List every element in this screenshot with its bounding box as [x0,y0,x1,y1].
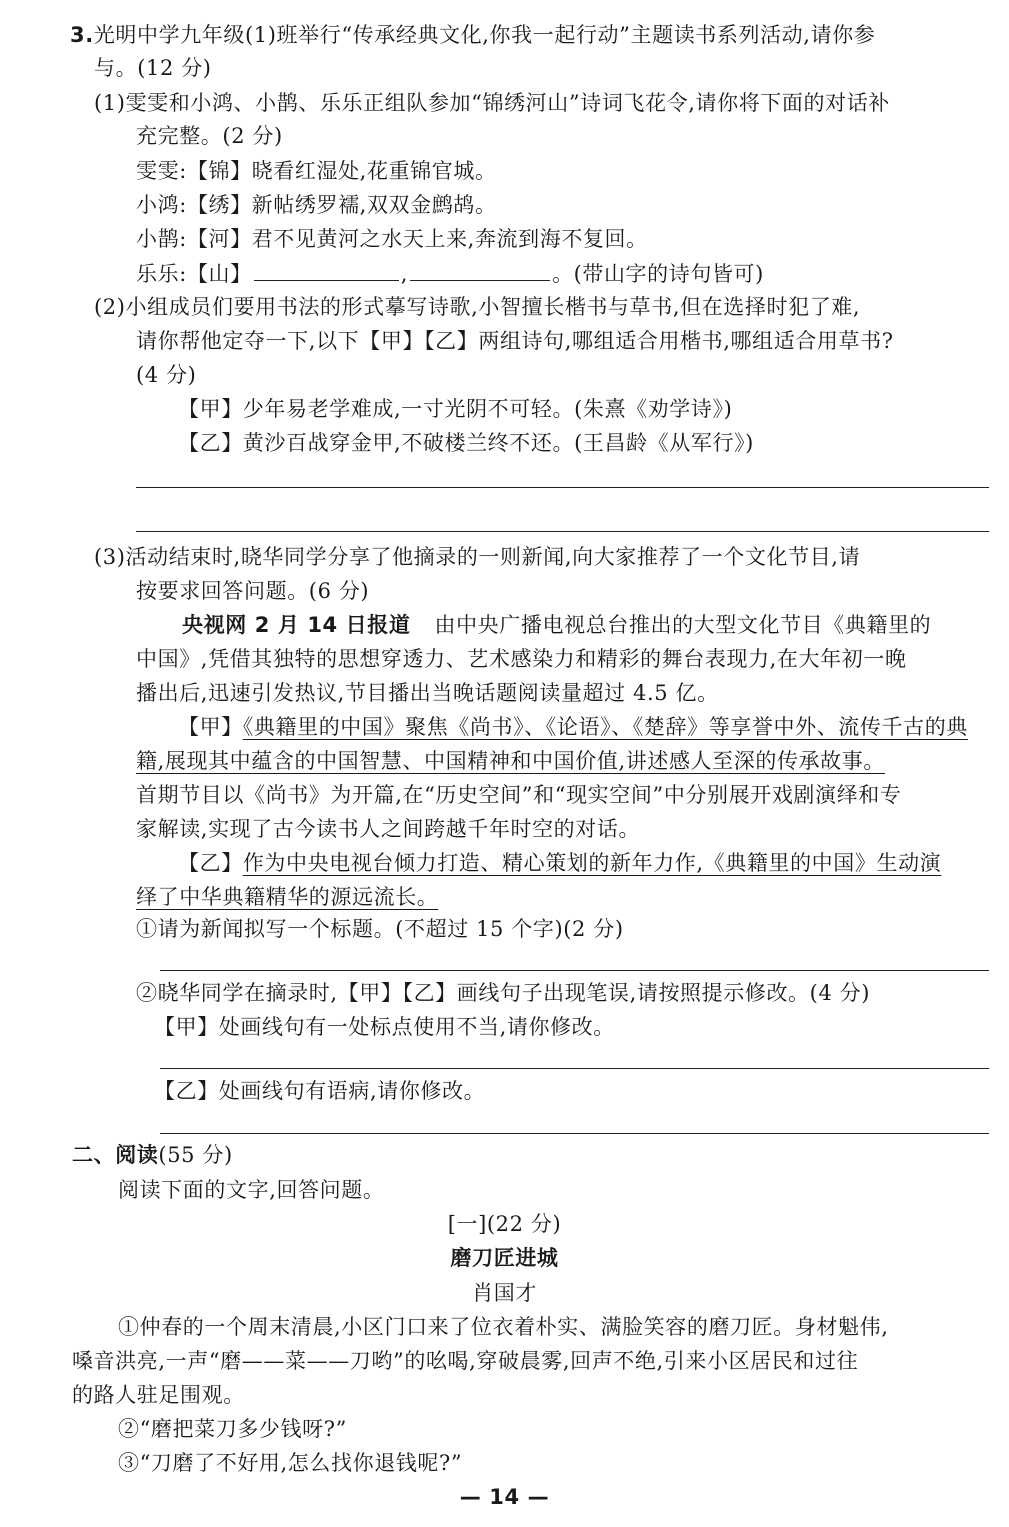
question-3-intro-line1 [70,20,875,50]
jia-underlined-1: 《典籍里的中国》聚焦《尚书》、《论语》、《楚辞》等享誉中外、流传千古的典 [242,715,968,739]
jia-tag: 【甲】 [178,715,243,739]
news-dateline: 央视网 2 月 14 日报道 [182,613,411,637]
part3-stem-line2: 按要求回答问题。(6 分) [136,579,370,603]
section-2-score: (55 分) [158,1143,233,1167]
part3-stem-line1: (3)活动结束时,晓华同学分享了他摘录的一则新闻,向大家推荐了一个文化节目,请 [94,545,861,569]
part1-stem-line1: (1)雯雯和小鸿、小鹊、乐乐正组队参加“锦绣河山”诗词飞花令,请你将下面的对话补 [94,91,890,115]
answer-line-sub2-jia[interactable] [160,1068,989,1069]
poem-yi: 【乙】黄沙百战穿金甲,不破楼兰终不还。(王昌龄《从军行》) [178,431,754,455]
news-line3: 播出后,迅速引发热议,节目播出当晚话题阅读量超过 4.5 亿。 [136,681,719,705]
yi-underlined-2: 绎了中华典籍精华的源远流长。 [136,885,439,909]
question-3-intro-text: 光明中学九年级(1)班举行“传承经典文化,你我一起行动”主题读书系列活动,请你参 [93,23,876,47]
sub-question-1: ①请为新闻拟写一个标题。(不超过 15 个字)(2 分) [136,917,624,941]
news-text-1: 由中央广播电视总台推出的大型文化节目《典籍里的 [434,613,932,637]
reading-part-label: [一](22 分) [447,1212,562,1236]
part2-stem-line1: (2)小组成员们要用书法的形式摹写诗歌,小智擅长楷书与草书,但在选择时犯了难, [94,295,861,319]
answer-line-part2-a[interactable] [136,487,989,488]
article-title: 磨刀匠进城 [450,1246,559,1270]
poem-jia: 【甲】少年易老学难成,一寸光阴不可轻。(朱熹《劝学诗》) [178,397,733,421]
news-jia-line4: 家解读,实现了古今读书人之间跨越千年时空的对话。 [136,817,641,841]
question-number: 3. [70,23,94,47]
yi-tag: 【乙】 [178,851,243,875]
news-yi-line2 [136,882,438,912]
dialogue-line-xiaohong: 小鸿:【绣】新帖绣罗襦,双双金鹧鸪。 [136,193,497,217]
question-3-intro-line2: 与。(12 分) [94,56,212,80]
answer-blank-1[interactable] [254,258,399,281]
dialogue-line-wenwen: 雯雯:【锦】晓看红湿处,花重锦官城。 [136,159,497,183]
section-2-instruction: 阅读下面的文字,回答问题。 [118,1178,385,1202]
part2-stem-line3: (4 分) [136,363,197,387]
article-para3: ③“刀磨了不好用,怎么找你退钱呢?” [118,1451,463,1475]
dialogue-line-lele [136,258,764,289]
lele-suffix: 。(带山字的诗句皆可) [551,262,764,286]
news-jia-line2 [136,746,885,776]
news-jia-line1 [178,712,968,742]
news-line2: 中国》,凭借其独特的思想穿透力、艺术感染力和精彩的舞台表现力,在大年初一晚 [136,647,907,671]
article-para1-line3: 的路人驻足围观。 [72,1383,245,1407]
news-jia-line3: 首期节目以《尚书》为开篇,在“历史空间”和“现实空间”中分别展开戏剧演绎和专 [136,783,902,807]
article-para2: ②“磨把菜刀多少钱呀?” [118,1417,347,1441]
answer-line-sub1[interactable] [160,970,989,971]
answer-blank-2[interactable] [410,258,550,281]
page-number: — 14 — [459,1485,550,1509]
part2-stem-line2: 请你帮他定夺一下,以下【甲】【乙】两组诗句,哪组适合用楷书,哪组适合用草书? [136,329,894,353]
sub-question-2-yi: 【乙】处画线句有语病,请你修改。 [154,1079,486,1103]
dialogue-line-xiaoque: 小鹊:【河】君不见黄河之水天上来,奔流到海不复回。 [136,227,648,251]
news-line1 [182,610,931,640]
news-yi-line1 [178,848,941,878]
answer-line-sub2-yi[interactable] [160,1133,989,1134]
article-author: 肖国才 [472,1281,537,1305]
lele-comma: , [400,262,408,286]
article-para1-line2: 嗓音洪亮,一声“磨——菜——刀哟”的吆喝,穿破晨雾,回声不绝,引来小区居民和过往 [72,1349,859,1373]
lele-prefix: 乐乐:【山】 [136,262,252,286]
part1-stem-line2: 充完整。(2 分) [136,124,283,148]
sub-question-2-jia: 【甲】处画线句有一处标点使用不当,请你修改。 [154,1015,615,1039]
section-2-heading [72,1140,233,1170]
article-para1-line1: ①仲春的一个周末清晨,小区门口来了位衣着朴实、满脸笑容的磨刀匠。身材魁伟, [118,1315,889,1339]
section-2-title: 二、阅读 [72,1143,159,1167]
yi-underlined-1: 作为中央电视台倾力打造、精心策划的新年力作,《典籍里的中国》生动演 [242,851,942,875]
answer-line-part2-b[interactable] [136,531,989,532]
sub-question-2: ②晓华同学在摘录时,【甲】【乙】画线句子出现笔误,请按照提示修改。(4 分) [136,981,871,1005]
jia-underlined-2: 籍,展现其中蕴含的中国智慧、中国精神和中国价值,讲述感人至深的传承故事。 [136,749,885,773]
